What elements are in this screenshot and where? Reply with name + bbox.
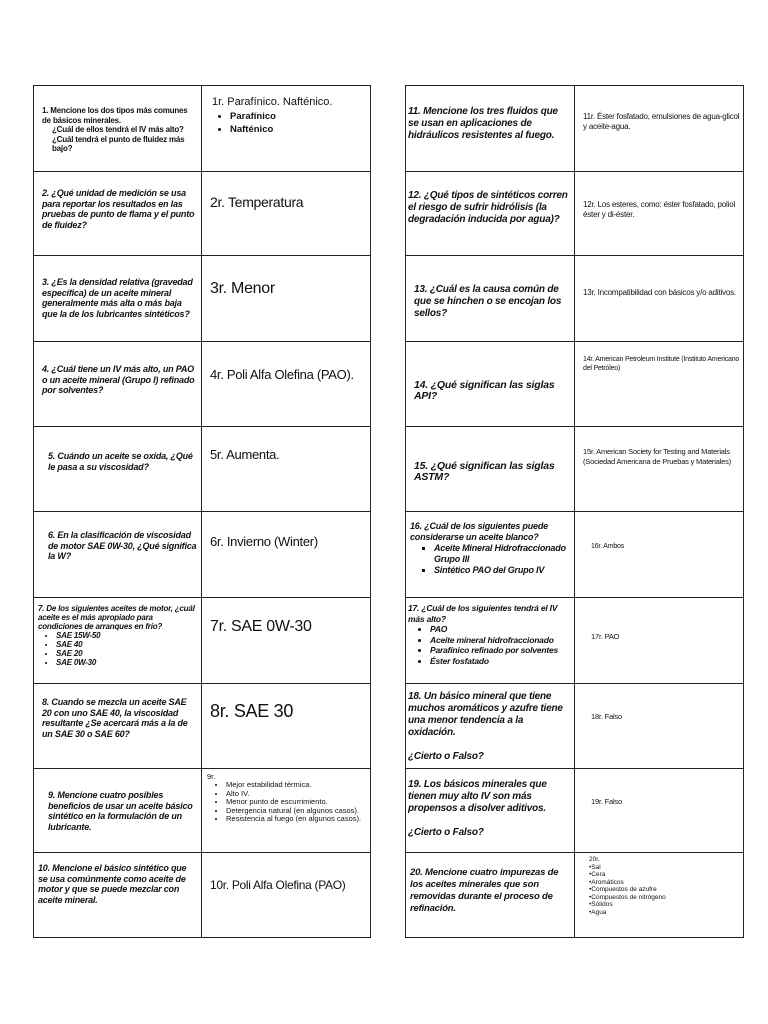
answer-item: • Resistencia al fuego (en algunos casos). bbox=[226, 815, 370, 824]
left-question-table bbox=[33, 85, 371, 938]
answer-cell bbox=[575, 512, 744, 598]
answer-item: • Cera bbox=[589, 871, 743, 879]
question-text: 10. Mencione el básico sintético que se usa comúnmente como aceite de motor y que se puede mezclar con aceite mineral. bbox=[38, 863, 187, 905]
question-text: 18. Un básico mineral que tiene muchos aromáticos y azufre tiene una menor tendencia a la oxidación. bbox=[408, 691, 563, 738]
answer-cell bbox=[575, 684, 744, 769]
answer-cell bbox=[202, 512, 371, 598]
question-line: ¿Cuál tendrá el punto de fluidez más bajo? bbox=[52, 134, 185, 153]
question-text: 3. ¿Es la densidad relativa (gravedad específica) de un aceite mineral generalmente más alta o más baja que la de los lubricantes sintéticos? bbox=[42, 277, 193, 319]
question-cell bbox=[34, 172, 202, 256]
question-text: 9. Mencione cuatro posibles beneficios de usar un aceite básico sintético en la formulación de un lubricante. bbox=[48, 790, 193, 832]
question-option: ▪ Sintético PAO del Grupo IV bbox=[434, 565, 570, 576]
question-option: • Éster fosfatado bbox=[430, 656, 570, 667]
question-text: 6. En la clasificación de viscosidad de motor SAE 0W-30, ¿Qué significa la W? bbox=[48, 530, 197, 561]
answer-text: 1r. Parafínico. Nafténico. bbox=[212, 96, 333, 108]
question-text: 13. ¿Cuál es la causa común de que se hinchen o se encojan los sellos? bbox=[414, 284, 562, 319]
answer-cell bbox=[202, 256, 371, 342]
question-text: 8. Cuando se mezcla un aceite SAE 20 con uno SAE 40, la viscosidad resultante ¿Se acercará más a la de un SAE 30 o SAE 60? bbox=[42, 697, 188, 739]
answer-text: 5r. Aumenta. bbox=[210, 447, 280, 462]
answer-text: 12r. Los esteres, como: éster fosfatado, poliol éster y di-éster. bbox=[583, 200, 736, 219]
answer-text: 18r. Falso bbox=[591, 712, 622, 721]
answer-text: 7r. SAE 0W-30 bbox=[210, 618, 312, 635]
answer-item: • Compuestos de nitrógeno bbox=[589, 894, 743, 902]
answer-text: 11r. Éster fosfatado, emulsiones de agua-glicol y aceite-agua. bbox=[583, 112, 740, 131]
answer-cell bbox=[575, 342, 744, 427]
answer-cell bbox=[575, 256, 744, 342]
table-row bbox=[34, 172, 371, 256]
question-cell bbox=[406, 598, 575, 684]
question-option: • SAE 15W-50 bbox=[56, 631, 197, 640]
answer-cell bbox=[202, 853, 371, 938]
answer-cell bbox=[575, 427, 744, 512]
question-cell bbox=[406, 427, 575, 512]
question-cell bbox=[34, 86, 202, 172]
table-row bbox=[406, 684, 744, 769]
answer-item: • Sólidos bbox=[589, 901, 743, 909]
question-cell bbox=[34, 769, 202, 853]
table-row bbox=[406, 598, 744, 684]
question-text: 11. Mencione los tres fluidos que se usan en aplicaciones de hidráulicos resistentes al fuego. bbox=[408, 106, 558, 141]
question-cell bbox=[406, 853, 575, 938]
answer-cell bbox=[202, 598, 371, 684]
answer-text: 14r. American Petroleum Institute (Instituto Americano del Petróleo) bbox=[583, 356, 740, 372]
question-text: 15. ¿Qué significan las siglas ASTM? bbox=[414, 460, 555, 483]
table-row bbox=[34, 684, 371, 769]
table-row bbox=[406, 86, 744, 172]
answer-text: 4r. Poli Alfa Olefina (PAO). bbox=[210, 367, 354, 382]
answer-item: • Detergencia natural (en algunos casos). bbox=[226, 807, 370, 816]
answer-text: 3r. Menor bbox=[210, 280, 275, 297]
question-cell bbox=[34, 853, 202, 938]
answer-item: • Mejor estabilidad térmica. bbox=[226, 781, 370, 790]
table-row bbox=[406, 172, 744, 256]
answer-text: 17r. PAO bbox=[591, 632, 620, 641]
question-cell bbox=[34, 512, 202, 598]
question-option: • SAE 20 bbox=[56, 649, 197, 658]
question-cell bbox=[34, 256, 202, 342]
question-cell bbox=[34, 342, 202, 427]
question-cell bbox=[406, 256, 575, 342]
answer-text: 9r. bbox=[207, 772, 216, 781]
question-text: 12. ¿Qué tipos de sintéticos corren el riesgo de sufrir hidrólisis (la degradación inducida por agua)? bbox=[408, 190, 568, 225]
answer-cell bbox=[202, 684, 371, 769]
answer-cell bbox=[202, 172, 371, 256]
question-text: 17. ¿Cuál de los siguientes tendrá el IV más alto? bbox=[408, 603, 558, 624]
question-text: 1. Mencione los dos tipos más comunes de básicos minerales. bbox=[42, 106, 188, 125]
answer-cell bbox=[575, 853, 744, 938]
question-tail: ¿Cierto o Falso? bbox=[408, 827, 484, 838]
answer-cell bbox=[575, 598, 744, 684]
answer-text: 13r. Incompatibilidad con básicos y/o aditivos. bbox=[583, 288, 736, 297]
answer-text: 16r. Ambos bbox=[591, 543, 625, 550]
question-option: • SAE 40 bbox=[56, 640, 197, 649]
table-row bbox=[406, 769, 744, 853]
answer-text: 6r. Invierno (Winter) bbox=[210, 534, 318, 549]
answer-text: 19r. Falso bbox=[591, 797, 622, 806]
answer-text: 8r. SAE 30 bbox=[210, 701, 294, 721]
answer-text: 10r. Poli Alfa Olefina (PAO) bbox=[210, 878, 346, 892]
question-text: 2. ¿Qué unidad de medición se usa para reportar los resultados en las pruebas de punto de flama y el punto de fluidez? bbox=[42, 188, 195, 230]
table-row bbox=[34, 598, 371, 684]
table-row bbox=[34, 256, 371, 342]
question-cell bbox=[406, 684, 575, 769]
table-row bbox=[34, 427, 371, 512]
answer-cell bbox=[575, 769, 744, 853]
answer-cell bbox=[202, 769, 371, 853]
question-option: • Parafínico refinado por solventes bbox=[430, 645, 570, 656]
question-cell bbox=[406, 86, 575, 172]
question-text: 16. ¿Cuál de los siguientes puede considerarse un aceite blanco? bbox=[410, 521, 548, 542]
table-row bbox=[34, 769, 371, 853]
question-cell bbox=[34, 598, 202, 684]
question-line: ¿Cuál de ellos tendrá el IV más alto? bbox=[52, 125, 184, 134]
table-row bbox=[406, 256, 744, 342]
question-option: • PAO bbox=[430, 624, 570, 635]
answer-text: 2r. Temperatura bbox=[210, 194, 304, 210]
question-cell bbox=[406, 342, 575, 427]
question-text: 19. Los básicos minerales que tienen muy alto IV son más propensos a disolver aditivos. bbox=[408, 779, 547, 814]
question-option: • Aceite mineral hidrofraccionado bbox=[430, 635, 570, 646]
right-question-table bbox=[405, 85, 744, 938]
question-tail: ¿Cierto o Falso? bbox=[408, 751, 484, 762]
table-row bbox=[34, 342, 371, 427]
table-row bbox=[406, 342, 744, 427]
answer-item: • Alto IV. bbox=[226, 790, 370, 799]
answer-cell bbox=[202, 86, 371, 172]
question-text: 5. Cuándo un aceite se oxida, ¿Qué le pasa a su viscosidad? bbox=[48, 451, 193, 472]
answer-item: • Agua bbox=[589, 909, 743, 917]
answer-item: • Aromáticos bbox=[589, 879, 743, 887]
question-cell bbox=[406, 172, 575, 256]
question-text: 7. De los siguientes aceites de motor, ¿cuál aceite es el más apropiado para condiciones de arranques en frío? bbox=[38, 604, 195, 631]
question-option: • SAE 0W-30 bbox=[56, 658, 197, 667]
answer-item: • Nafténico bbox=[230, 123, 370, 136]
answer-item: • Menor punto de escurrimiento. bbox=[226, 798, 370, 807]
answer-cell bbox=[202, 427, 371, 512]
answer-cell bbox=[575, 86, 744, 172]
table-row bbox=[34, 853, 371, 938]
answer-item: • Compuestos de azufre bbox=[589, 886, 743, 894]
question-text: 14. ¿Qué significan las siglas API? bbox=[414, 379, 555, 402]
question-cell bbox=[34, 427, 202, 512]
question-cell bbox=[406, 512, 575, 598]
answer-item: • Sal bbox=[589, 864, 743, 872]
answer-text: 15r. American Society for Testing and Materials (Sociedad Americana de Pruebas y Materiales) bbox=[583, 447, 731, 466]
answer-cell bbox=[575, 172, 744, 256]
question-cell bbox=[34, 684, 202, 769]
question-cell bbox=[406, 769, 575, 853]
answer-item: • Parafínico bbox=[230, 110, 370, 123]
table-row bbox=[34, 512, 371, 598]
question-option: ▪ Aceite Mineral Hidrofraccionado Grupo III bbox=[434, 543, 570, 565]
question-text: 20. Mencione cuatro impurezas de los aceites minerales que son removidas durante el proceso de refinación. bbox=[410, 867, 559, 914]
question-text: 4. ¿Cuál tiene un IV más alto, un PAO o un aceite mineral (Grupo I) refinado por solventes? bbox=[42, 364, 195, 395]
table-row bbox=[34, 86, 371, 172]
table-row bbox=[406, 427, 744, 512]
table-row bbox=[406, 853, 744, 938]
table-row bbox=[406, 512, 744, 598]
answer-text: 20r. bbox=[589, 856, 600, 863]
answer-cell bbox=[202, 342, 371, 427]
